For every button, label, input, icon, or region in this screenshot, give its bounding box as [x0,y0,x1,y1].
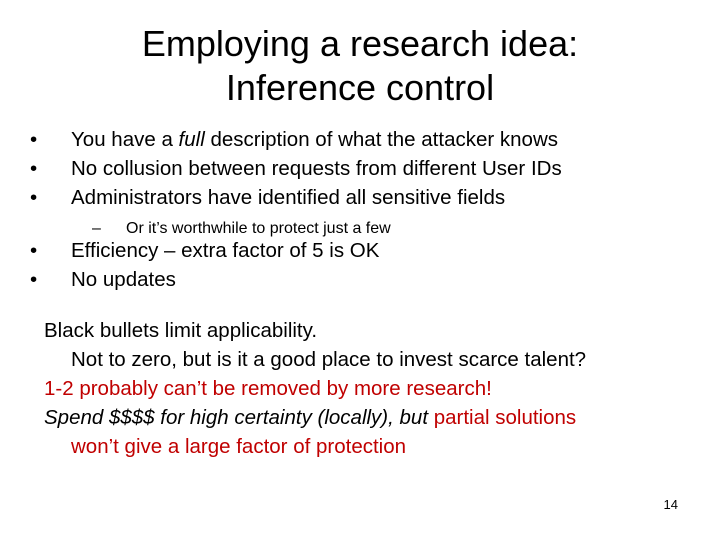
bullet-list-1 [30,125,710,244]
slide-title [60,22,660,110]
bullet-item-efficiency [30,236,710,265]
bullet-marker: • [30,239,38,262]
bullet-text-emphasis: full [178,128,205,151]
note-text-red: partial solutions [428,406,577,429]
bullet-text-post: description of what the attacker knows [204,128,559,151]
bullet-item-no-collusion [30,154,710,183]
note-line-research: 1-2 probably can’t be removed by more research! [44,377,492,400]
note-line-spend [44,403,694,432]
bullet-text: Efficiency – extra factor of 5 is OK [71,239,380,262]
note-line-protection: won’t give a large factor of protection [71,435,407,458]
bullet-marker: • [30,268,38,291]
title-line-2: Inference control [225,67,495,108]
sub-bullet-text: Or it’s worthwhile to protect just a few [126,220,391,237]
bullet-text: No updates [71,268,176,291]
title-line-1: Employing a research idea: [141,23,579,64]
bullet-item-no-updates [30,265,710,294]
bullet-list-2 [30,236,710,294]
notes-block [44,316,694,461]
note-text-emphasis: Spend $$$$ for high certainty (locally), but [44,406,429,429]
sub-bullet-marker: – [92,220,101,237]
page-number: 14 [663,497,678,512]
bullet-marker: • [30,128,38,151]
bullet-marker: • [30,157,38,180]
bullet-item-sensitive-fields [30,183,710,212]
bullet-text: No collusion between requests from different User IDs [71,157,562,180]
bullet-text-pre: You have a [71,128,179,151]
bullet-item-full-description [30,125,710,154]
bullet-text: Administrators have identified all sensitive fields [71,186,506,209]
bullet-marker: • [30,186,38,209]
note-line-talent: Not to zero, but is it a good place to invest scarce talent? [71,348,587,371]
note-line-limit: Black bullets limit applicability. [44,319,318,342]
